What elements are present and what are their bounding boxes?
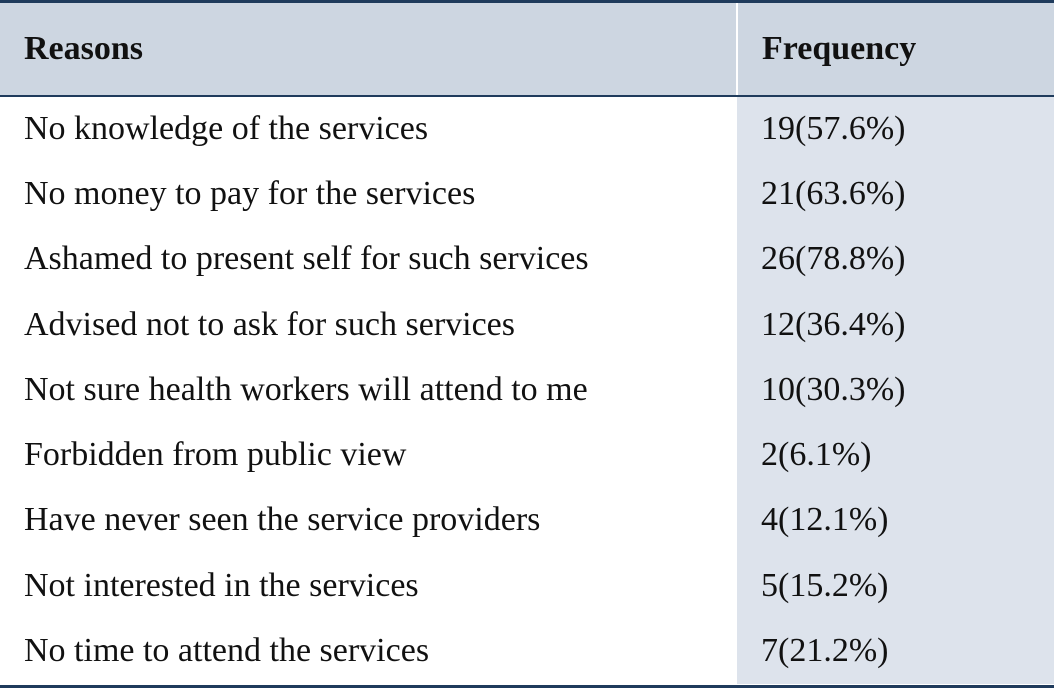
frequency-cell: 19(57.6%) bbox=[737, 96, 1054, 161]
reasons-column-header: Reasons bbox=[0, 3, 737, 96]
reason-cell: No money to pay for the services bbox=[0, 161, 737, 226]
table-row bbox=[0, 96, 1054, 161]
table-row bbox=[0, 227, 1054, 292]
table-row bbox=[0, 422, 1054, 487]
frequency-cell: 26(78.8%) bbox=[737, 227, 1054, 292]
table-row bbox=[0, 553, 1054, 618]
reason-cell: No knowledge of the services bbox=[0, 96, 737, 161]
table-row bbox=[0, 488, 1054, 553]
reason-cell: Not interested in the services bbox=[0, 553, 737, 618]
table-row bbox=[0, 292, 1054, 357]
frequency-cell: 7(21.2%) bbox=[737, 618, 1054, 683]
frequency-cell: 12(36.4%) bbox=[737, 292, 1054, 357]
reason-cell: Have never seen the service providers bbox=[0, 488, 737, 553]
frequency-column-header: Frequency bbox=[737, 3, 1054, 96]
frequency-cell: 10(30.3%) bbox=[737, 357, 1054, 422]
table-row bbox=[0, 618, 1054, 683]
reason-cell: Advised not to ask for such services bbox=[0, 292, 737, 357]
reasons-frequency-table bbox=[0, 3, 1054, 684]
table-row bbox=[0, 161, 1054, 226]
reason-cell: No time to attend the services bbox=[0, 618, 737, 683]
table-row bbox=[0, 357, 1054, 422]
reason-cell: Forbidden from public view bbox=[0, 422, 737, 487]
frequency-cell: 2(6.1%) bbox=[737, 422, 1054, 487]
table-header-row bbox=[0, 3, 1054, 96]
reason-cell: Ashamed to present self for such services bbox=[0, 227, 737, 292]
frequency-cell: 4(12.1%) bbox=[737, 488, 1054, 553]
frequency-cell: 5(15.2%) bbox=[737, 553, 1054, 618]
frequency-cell: 21(63.6%) bbox=[737, 161, 1054, 226]
reason-cell: Not sure health workers will attend to me bbox=[0, 357, 737, 422]
